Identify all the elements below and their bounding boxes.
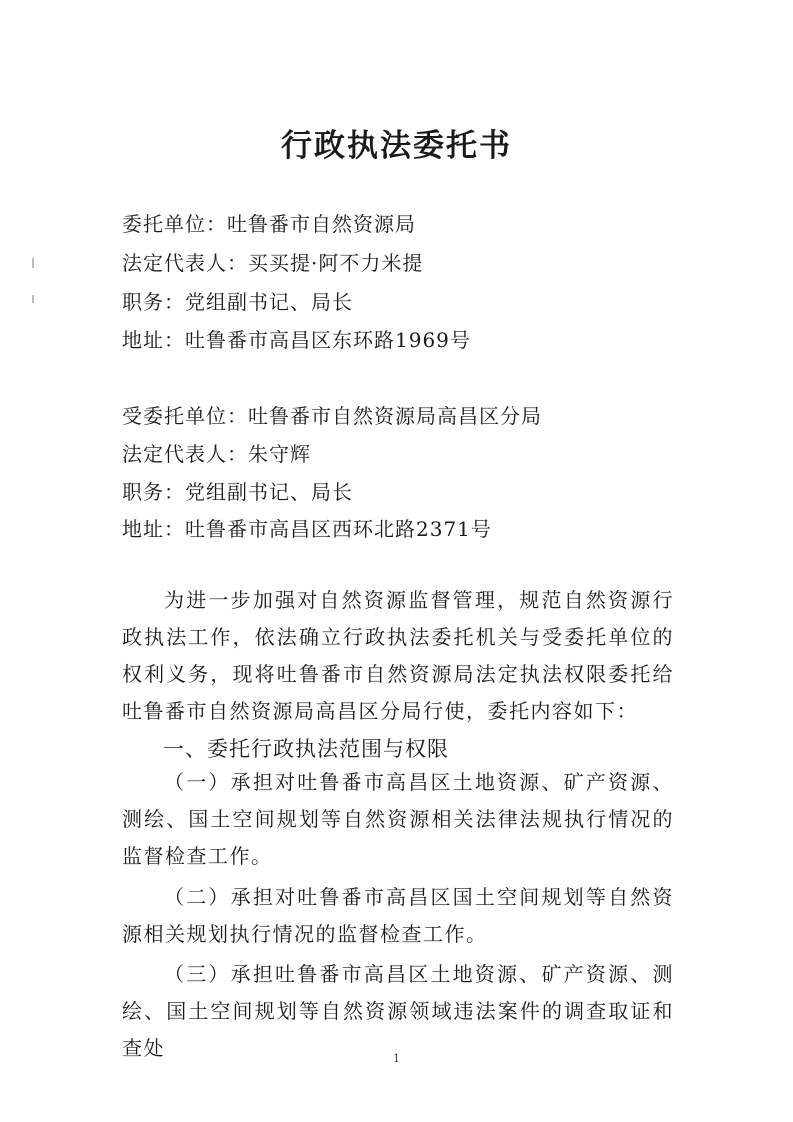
page-number: 1 [393, 1052, 400, 1065]
item-paragraph: （一）承担对吐鲁番市高昌区土地资源、矿产资源、测绘、国土空间规划等自然资源相关法律法规执行情况的监督检查工作。 [122, 770, 674, 868]
agent-unit: 受委托单位：吐鲁番市自然资源局高昌区分局 [122, 404, 542, 428]
principal-unit: 委托单位：吐鲁番市自然资源局 [122, 212, 416, 236]
intro-paragraph: 为进一步加强对自然资源监督管理，规范自然资源行政执法工作，依法确立行政执法委托机关与受委托单位的权利义务，现将吐鲁番市自然资源局法定执法权限委托给吐鲁番市自然资源局高昌区分局行使，委托内容如下： [122, 588, 674, 723]
item-paragraph: （二）承担对吐鲁番市高昌区国土空间规划等自然资源相关规划执行情况的监督检查工作。 [122, 885, 674, 946]
section-heading: 一、委托行政执法范围与权限 [163, 737, 449, 761]
item-paragraph: （三）承担吐鲁番市高昌区土地资源、矿产资源、测绘、国土空间规划等自然资源领域违法案件的调查取证和查处 [122, 962, 674, 1060]
scan-mark [32, 295, 34, 303]
scan-mark [32, 258, 34, 268]
agent-address: 地址：吐鲁番市高昌区西环北路2371号 [122, 517, 492, 541]
principal-position: 职务：党组副书记、局长 [122, 290, 353, 314]
principal-address: 地址：吐鲁番市高昌区东环路1969号 [122, 328, 471, 352]
agent-position: 职务：党组副书记、局长 [122, 480, 353, 504]
agent-representative: 法定代表人：朱守辉 [122, 442, 311, 466]
document-title: 行政执法委托书 [281, 128, 512, 164]
principal-representative: 法定代表人：买买提·阿不力米提 [122, 251, 424, 275]
